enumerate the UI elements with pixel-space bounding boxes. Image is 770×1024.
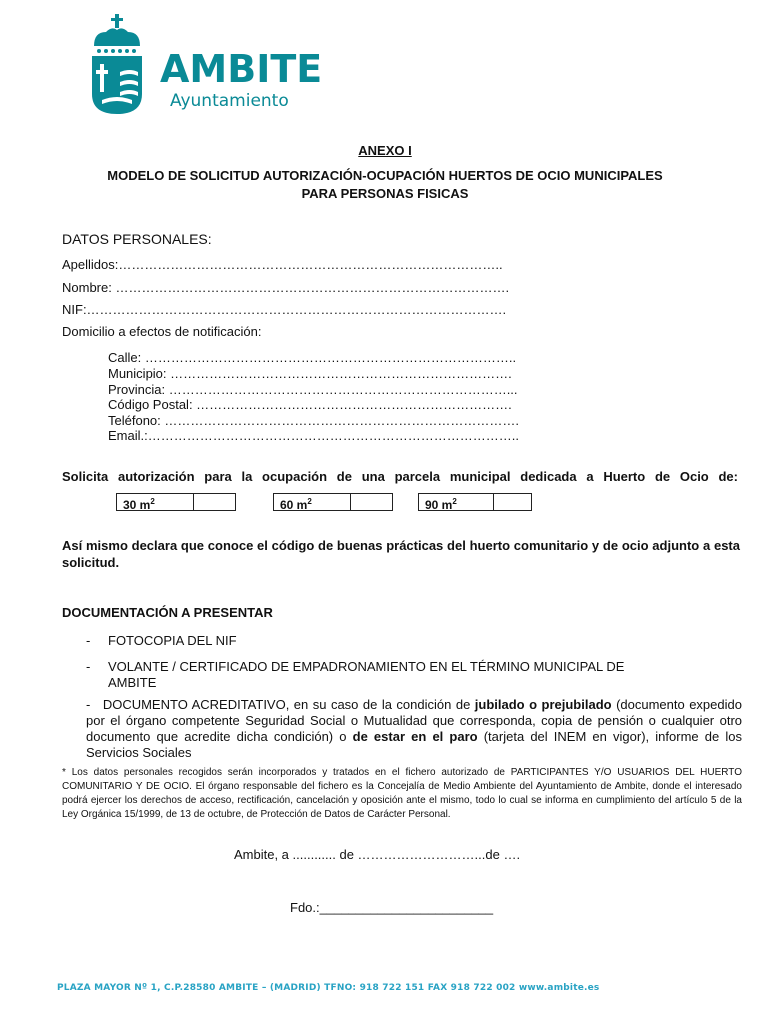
logo-subtitle: Ayuntamiento xyxy=(170,91,289,111)
doc-item-dash-2: - xyxy=(86,659,91,674)
form-title-line-1: MODELO DE SOLICITUD AUTORIZACIÓN-OCUPACIÓN HUERTOS DE OCIO MUNICIPALES xyxy=(107,168,663,183)
declaration-text: Así mismo declara que conoce el código de buenas prácticas del huerto comunitario y de ocio adjunto a esta solicitud. xyxy=(62,538,740,570)
field-codigo-postal[interactable]: Código Postal: ………………………………………………………………. xyxy=(108,397,512,412)
annex-title: ANEXO I xyxy=(358,143,412,158)
doc-item-acreditativo: - DOCUMENTO ACREDITATIVO, en su caso de la condición de jubilado o prejubilado (documento expedido por el órgano competente Seguridad Social o Mutualidad que corresponda, copia de pensión o cualquier otro documento que acredite dicha condición) o de estar en el paro (tarjeta del INEM en vigor), informe de los Servicios Sociales xyxy=(86,697,742,760)
form-title xyxy=(0,167,770,203)
doc-item-nif: FOTOCOPIA DEL NIF xyxy=(108,633,237,648)
signature-line[interactable]: Fdo.:________________________ xyxy=(290,900,494,915)
field-calle[interactable]: Calle: ………………………………………………………………………….. xyxy=(108,350,517,365)
privacy-note: * Los datos personales recogidos serán incorporados y tratados en el fichero autorizado de PARTICIPANTES Y/O USUARIOS DEL HUERTO COMUNITARIO Y DE OCIO. El órgano responsable del fichero es la Concejalía de Medio Ambiente del Ayuntamiento de Ambite, donde el interesado podrá ejercer los derechos de acceso, rectificación, cancelación y oposición ante el mismo, todo lo cual se informa en cumplimiento del artículo 5 de la Ley Orgánica 15/1999, de 13 de octubre, de Protección de Datos de Carácter Personal. xyxy=(62,767,742,820)
field-nombre[interactable]: Nombre: ………………………………………………………………………………. xyxy=(62,280,510,295)
documentation-title: DOCUMENTACIÓN A PRESENTAR xyxy=(62,605,273,620)
request-text: Solicita autorización para la ocupación de una parcela municipal dedicada a Huerto de Ocio de: xyxy=(62,469,738,484)
option-30m2-label: 30 $m^2$ xyxy=(117,494,194,510)
footer-address: PLAZA MAYOR Nº 1, C.P.28580 AMBITE – (MADRID) TFNO: 918 722 151 FAX 918 722 002 www.ambite.es xyxy=(57,983,600,993)
option-90m2-label: 90 $m^2$ xyxy=(419,494,494,510)
form-title-line-2: PARA PERSONAS FISICAS xyxy=(301,186,469,201)
option-60m2-label: 60 $m^2$ xyxy=(274,494,351,510)
field-nif[interactable]: NIF:……………………………………………………………………………………. xyxy=(62,302,507,317)
section-personal-data: DATOS PERSONALES: xyxy=(62,231,212,247)
date-line[interactable]: Ambite, a ............ de ………………………...de …. xyxy=(234,847,521,862)
doc-item-dash-3: - xyxy=(86,697,91,712)
option-90m2[interactable] xyxy=(418,493,532,511)
field-provincia[interactable]: Provincia: ……………………………………………………………………... xyxy=(108,382,518,397)
field-municipio[interactable]: Municipio: ……………………………………………………………………. xyxy=(108,366,512,381)
option-30m2[interactable] xyxy=(116,493,236,511)
field-apellidos[interactable]: Apellidos:…………………………………………………………………………….. xyxy=(62,257,503,272)
doc-item-empadronamiento xyxy=(108,659,624,691)
label-domicilio: Domicilio a efectos de notificación: xyxy=(62,324,262,339)
doc-item-dash-1: - xyxy=(86,633,91,648)
field-telefono[interactable]: Teléfono: ………………………………………………………………………. xyxy=(108,413,519,428)
field-email[interactable]: Email.:………………………………………………………………………….. xyxy=(108,428,519,443)
doc-item-empadronamiento-line-2: AMBITE xyxy=(108,675,157,690)
option-60m2[interactable] xyxy=(273,493,393,511)
doc-item-empadronamiento-line-1: VOLANTE / CERTIFICADO DE EMPADRONAMIENTO EN EL TÉRMINO MUNICIPAL DE xyxy=(108,659,625,674)
logo-name: AMBITE xyxy=(160,47,323,91)
